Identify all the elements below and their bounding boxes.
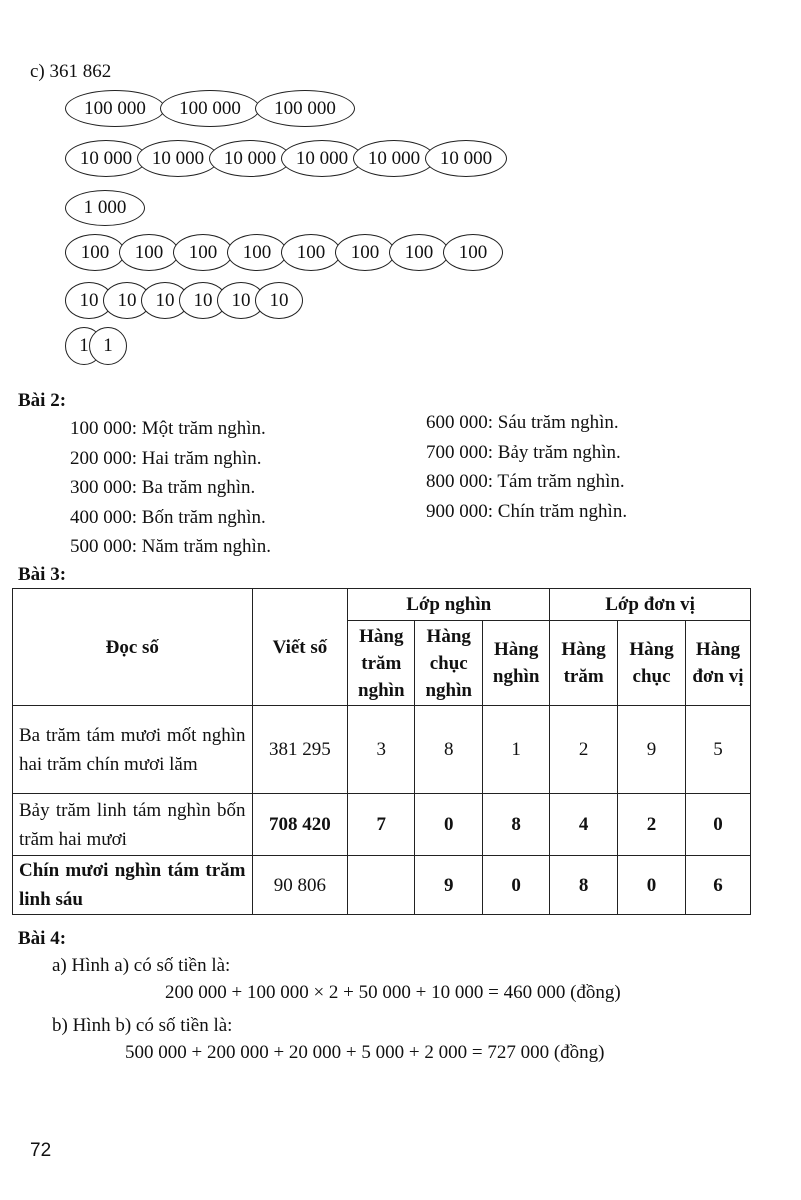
- bai2-title: Bài 2:: [18, 390, 67, 411]
- list-item: 800 000: Tám trăm nghìn.: [426, 471, 625, 492]
- value-oval: 100: [281, 234, 341, 271]
- cell-doc-so: Bảy trăm linh tám nghìn bốn trăm hai mươi: [13, 794, 253, 856]
- value-oval: 10 000: [209, 140, 291, 177]
- oval-row: [65, 190, 145, 226]
- value-oval: 100: [389, 234, 449, 271]
- bai4-b-label: b) Hình b) có số tiền là:: [52, 1015, 233, 1036]
- cell-digit: 9: [415, 856, 483, 915]
- value-oval: 100 000: [255, 90, 355, 127]
- header-col: Hàng chục: [618, 621, 686, 706]
- bai4-a-equation: 200 000 + 100 000 × 2 + 50 000 + 10 000 = 460 000 (đồng): [165, 982, 621, 1003]
- value-oval: 1: [65, 327, 103, 365]
- cell-digit: 8: [415, 706, 483, 794]
- header-col: Hàng trăm nghìn: [348, 621, 415, 706]
- oval-row: [65, 140, 497, 177]
- bai4-title: Bài 4:: [18, 928, 67, 949]
- table-row: [13, 706, 751, 794]
- oval-row: [65, 327, 113, 365]
- cell-digit: 0: [483, 856, 550, 915]
- bai2-left-list: [70, 418, 271, 566]
- value-oval: 10: [103, 282, 151, 319]
- cell-digit: 6: [686, 856, 751, 915]
- header-col: Hàng đơn vị: [686, 621, 751, 706]
- value-oval: 100: [443, 234, 503, 271]
- value-oval: 100 000: [160, 90, 260, 127]
- list-item: 400 000: Bốn trăm nghìn.: [70, 506, 266, 528]
- list-item: 600 000: Sáu trăm nghìn.: [426, 412, 619, 433]
- cell-viet-so: 708 420: [252, 794, 348, 856]
- value-oval: 100 000: [65, 90, 165, 127]
- cell-digit: 8: [483, 794, 550, 856]
- value-oval: 100: [335, 234, 395, 271]
- list-item: 900 000: Chín trăm nghìn.: [426, 500, 628, 522]
- oval-row: [65, 282, 293, 319]
- header-col: Hàng chục nghìn: [415, 621, 483, 706]
- header-col: Hàng nghìn: [483, 621, 550, 706]
- value-oval: 1: [89, 327, 127, 365]
- list-item: 700 000: Bảy trăm nghìn.: [426, 441, 621, 463]
- value-oval: 10 000: [353, 140, 435, 177]
- value-oval: 10: [65, 282, 113, 319]
- cell-viet-so: 381 295: [252, 706, 348, 794]
- oval-row: [65, 234, 497, 271]
- bai2-right-list: [426, 412, 627, 530]
- cell-digit: 0: [618, 856, 686, 915]
- value-oval: 10: [217, 282, 265, 319]
- value-oval: 10: [255, 282, 303, 319]
- value-oval: 100: [173, 234, 233, 271]
- cell-digit: 4: [550, 794, 618, 856]
- table-row: [13, 794, 751, 856]
- bai3-title: Bài 3:: [18, 564, 67, 585]
- cell-digit: 8: [550, 856, 618, 915]
- bai4-b-equation: 500 000 + 200 000 + 20 000 + 5 000 + 2 000 = 727 000 (đồng): [125, 1042, 605, 1063]
- value-oval: 10 000: [281, 140, 363, 177]
- cell-digit: 2: [550, 706, 618, 794]
- header-viet-so: Viết số: [252, 589, 348, 706]
- bai4-a-label: a) Hình a) có số tiền là:: [52, 955, 231, 976]
- cell-viet-so: 90 806: [252, 856, 348, 915]
- cell-doc-so: Ba trăm tám mươi mốt nghìn hai trăm chín mươi lăm: [13, 706, 253, 794]
- cell-digit: 0: [415, 794, 483, 856]
- table-row: [13, 856, 751, 915]
- header-lop-don-vi: Lớp đơn vị: [550, 589, 751, 621]
- list-item: 200 000: Hai trăm nghìn.: [70, 447, 262, 469]
- value-oval: 10 000: [425, 140, 507, 177]
- cell-digit: 5: [686, 706, 751, 794]
- value-oval: 10: [141, 282, 189, 319]
- cell-digit: 9: [618, 706, 686, 794]
- value-oval: 1 000: [65, 190, 145, 226]
- cell-doc-so: Chín mươi nghìn tám trăm linh sáu: [13, 856, 253, 915]
- cell-digit: 3: [348, 706, 415, 794]
- cell-digit: 7: [348, 794, 415, 856]
- place-value-table: [12, 588, 751, 915]
- value-oval: 10: [179, 282, 227, 319]
- cell-digit: [348, 856, 415, 915]
- value-oval: 100: [119, 234, 179, 271]
- oval-row: [65, 90, 350, 127]
- value-oval: 100: [65, 234, 125, 271]
- header-lop-nghin: Lớp nghìn: [348, 589, 550, 621]
- cell-digit: 0: [686, 794, 751, 856]
- value-oval: 10 000: [137, 140, 219, 177]
- list-item: 300 000: Ba trăm nghìn.: [70, 477, 256, 498]
- value-oval: 100: [227, 234, 287, 271]
- part-c-label: c) 361 862: [30, 61, 112, 82]
- value-oval: 10 000: [65, 140, 147, 177]
- header-doc-so: Đọc số: [13, 589, 253, 706]
- list-item: 100 000: Một trăm nghìn.: [70, 418, 266, 439]
- cell-digit: 1: [483, 706, 550, 794]
- header-col: Hàng trăm: [550, 621, 618, 706]
- page-number: 72: [30, 1140, 52, 1161]
- list-item: 500 000: Năm trăm nghìn.: [70, 536, 272, 557]
- cell-digit: 2: [618, 794, 686, 856]
